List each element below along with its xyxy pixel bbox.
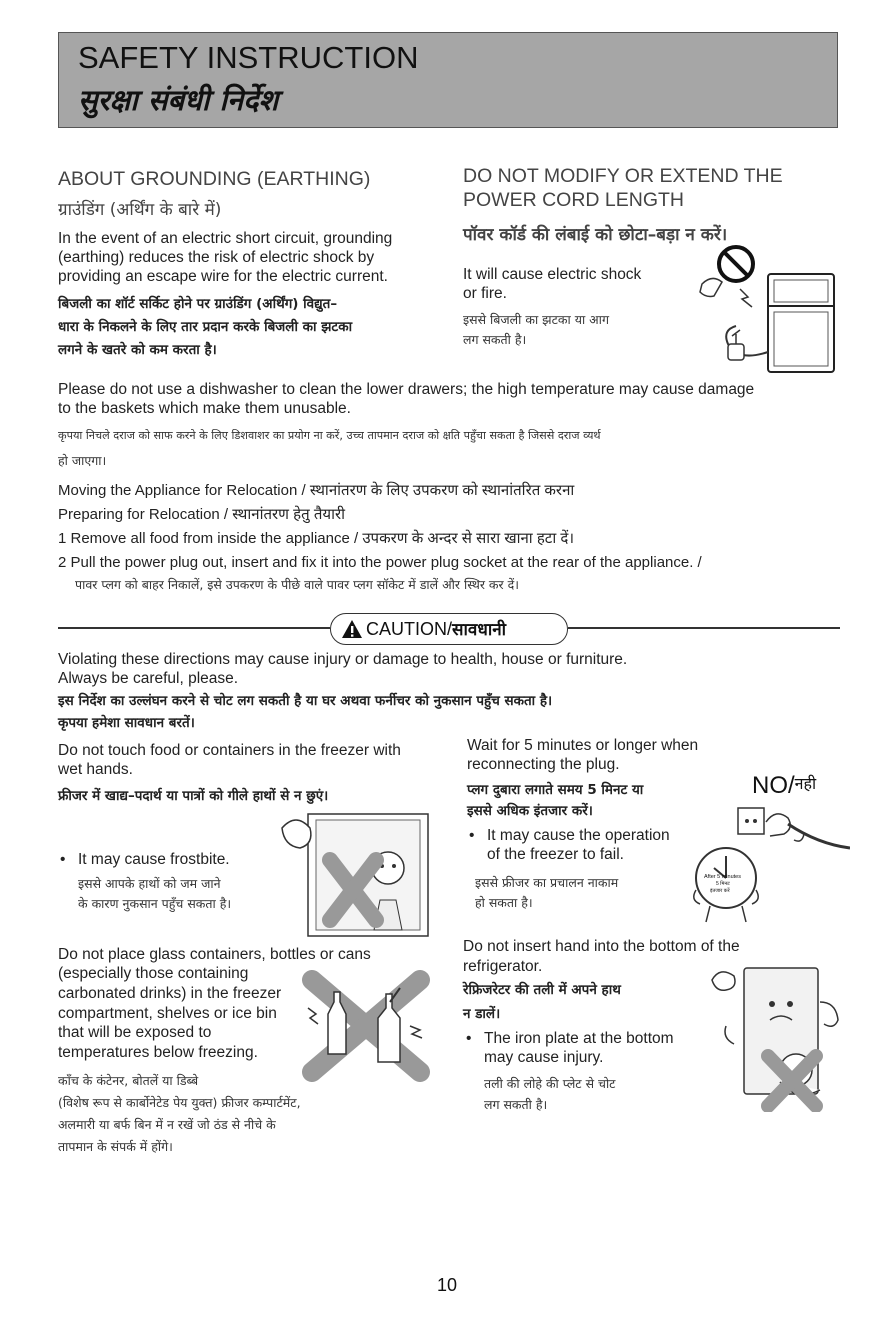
power-cord-hindi-2: लग सकती है। [463, 332, 527, 347]
caution-hindi-1: इस निर्देश का उल्लंघन करने से चोट लग सकती है या घर अथवा फर्नीचर को नुकसान पहुँच सकता है। [58, 693, 553, 709]
hand-bottom-hindi-1: रेफ्रिजरेटर की तली में अपने हाथ [463, 982, 621, 998]
power-cord-heading-2: POWER CORD LENGTH [463, 189, 685, 211]
freezer-wet-hands-illustration [268, 808, 436, 938]
wait-plug-bullet-hindi-2: हो सकता है। [475, 895, 533, 910]
divider-right [568, 627, 840, 629]
wait-plug-hindi-1: प्लग दुबारा लगाते समय 5 मिनट या [467, 782, 644, 798]
hand-bottom-bullet-hindi-2: लग सकती है। [484, 1097, 548, 1112]
hand-bottom-bullet-1: • The iron plate at the bottom [484, 1029, 674, 1048]
power-cord-heading-1: DO NOT MODIFY OR EXTEND THE [463, 165, 783, 187]
hand-bottom-text-1: Do not insert hand into the bottom of the [463, 938, 740, 955]
power-cord-heading-hindi: पॉवर कॉर्ड की लंबाई को छोटा–बड़ा न करें। [463, 225, 728, 245]
grounding-hindi-3: लगने के खतरे को कम करता है। [58, 342, 217, 358]
relocation-moving: Moving the Appliance for Relocation / स्थानांतरण के लिए उपकरण को स्थानांतरित करना [58, 482, 575, 499]
glass-text-3: carbonated drinks) in the freezer [58, 985, 282, 1002]
grounding-text-1: In the event of an electric short circuit, grounding [58, 230, 393, 247]
hand-bottom-text-2: refrigerator. [463, 958, 543, 975]
caution-label-en: CAUTION/ [366, 619, 453, 639]
dishwasher-text-1: Please do not use a dishwasher to clean the lower drawers; the high temperature may cause damage [58, 381, 755, 398]
glass-text-6: temperatures below freezing. [58, 1044, 258, 1061]
glass-hindi-1: काँच के कंटेनर, बोतलें या डिब्बे [58, 1073, 199, 1088]
wait-plug-bullet-2: of the freezer to fail. [487, 846, 624, 863]
glass-text-4: compartment, shelves or ice bin [58, 1005, 277, 1022]
caution-label [366, 617, 506, 640]
clock-label-3: इंतजार करें [710, 888, 730, 894]
page-title-hindi: सुरक्षा संबंधी निर्देश [78, 83, 279, 117]
grounding-hindi-1: बिजली का शॉर्ट सर्किट होने पर ग्राउंडिंग (अर्थिंग) विद्युत– [58, 296, 338, 312]
caution-label-hi: सावधानी [452, 620, 507, 640]
dishwasher-text-2: to the baskets which make them unusable. [58, 400, 351, 417]
fridge-bottom-illustration [700, 962, 848, 1112]
relocation-step-2-hindi: पावर प्लग को बाहर निकालें, इसे उपकरण के पीछे वाले पावर प्लग सॉकेट में डालें और स्थिर कर दें। [75, 577, 519, 592]
page-number: 10 [437, 1275, 458, 1295]
page-title: SAFETY INSTRUCTION [78, 40, 419, 75]
clock-label-1: After 5 minutes [704, 874, 741, 880]
glass-hindi-2: (विशेष रूप से कार्बोनेटेड पेय युक्त) फ्रीजर कम्पार्टमेंट, [58, 1095, 301, 1110]
grounding-heading: ABOUT GROUNDING (EARTHING) [58, 168, 371, 190]
wait-plug-bullet-hindi-1: इससे फ्रीजर का प्रचालन नाकाम [475, 875, 619, 890]
warning-triangle-icon [341, 619, 363, 639]
hand-bottom-bullet-2: may cause injury. [484, 1049, 604, 1066]
wet-hands-bullet-hindi-1: इससे आपके हाथों को जम जाने [78, 876, 221, 891]
glass-text-1: Do not place glass containers, bottles or cans [58, 946, 371, 963]
relocation-preparing: Preparing for Relocation / स्थानांतरण हेतु तैयारी [58, 506, 346, 523]
no-label-en: NO/ [752, 772, 795, 799]
fridge-plug-illustration [680, 244, 840, 376]
dishwasher-hindi-2: हो जाएगा। [58, 453, 107, 468]
glass-hindi-4: तापमान के संपर्क में होंगे। [58, 1139, 173, 1154]
wait-plug-bullet-1: • It may cause the operation [487, 826, 670, 845]
no-label [752, 772, 816, 800]
grounding-hindi-2: धारा के निकलने के लिए तार प्रदान करके बिजली का झटका [58, 319, 353, 335]
wet-hands-text-1: Do not touch food or containers in the freezer with [58, 742, 401, 759]
hand-bottom-hindi-2: न डालें। [463, 1006, 501, 1022]
caution-text-2: Always be careful, please. [58, 670, 239, 687]
wet-hands-bullet: • It may cause frostbite. [78, 850, 230, 869]
grounding-heading-hindi: ग्राउंडिंग (अर्थिंग के बारे में) [58, 200, 222, 220]
grounding-text-3: providing an escape wire for the electric current. [58, 268, 388, 285]
no-label-hi: नही [794, 774, 817, 793]
clock-label-2: 5 मिनट [716, 881, 730, 887]
power-cord-text-1: It will cause electric shock [463, 266, 642, 283]
hand-bottom-bullet-hindi-1: तली की लोहे की प्लेट से चोट [484, 1076, 616, 1091]
wet-hands-bullet-hindi-2: के कारण नुकसान पहुँच सकता है। [78, 896, 232, 911]
relocation-step-2: 2 Pull the power plug out, insert and fix it into the power plug socket at the rear of the appliance. / [58, 554, 702, 571]
power-cord-hindi-1: इससे बिजली का झटका या आग [463, 312, 609, 327]
relocation-step-1: 1 Remove all food from inside the appliance / उपकरण के अन्दर से सारा खाना हटा दें। [58, 530, 575, 547]
power-cord-text-2: or fire. [463, 285, 507, 302]
glass-text-5: that will be exposed to [58, 1024, 212, 1041]
wait-plug-text-1: Wait for 5 minutes or longer when [467, 737, 699, 754]
grounding-text-2: (earthing) reduces the risk of electric shock by [58, 249, 375, 266]
caution-text-1: Violating these directions may cause injury or damage to health, house or furniture. [58, 651, 628, 668]
glass-text-2: (especially those containing [58, 965, 249, 982]
wait-plug-hindi-2: इससे अधिक इंतजार करें। [467, 803, 593, 819]
glass-hindi-3: अलमारी या बर्फ बिन में न रखें जो ठंड से नीचे के [58, 1117, 276, 1132]
dishwasher-hindi-1: कृपया निचले दराज को साफ करने के लिए डिशवाशर का प्रयोग ना करें, उच्च तापमान दराज को क्षति पहुँचा सकता है जिससे दराज व्यर्थ [58, 429, 601, 442]
caution-hindi-2: कृपया हमेशा सावधान बरतें। [58, 715, 195, 731]
bottles-illustration [298, 968, 438, 1084]
plug-wait-illustration [690, 800, 850, 930]
divider-left [58, 627, 330, 629]
wait-plug-text-2: reconnecting the plug. [467, 756, 620, 773]
wet-hands-text-2: wet hands. [58, 761, 133, 778]
wet-hands-hindi: फ्रीजर में खाद्य–पदार्थ या पात्रों को गीले हाथों से न छुएं। [58, 788, 329, 804]
